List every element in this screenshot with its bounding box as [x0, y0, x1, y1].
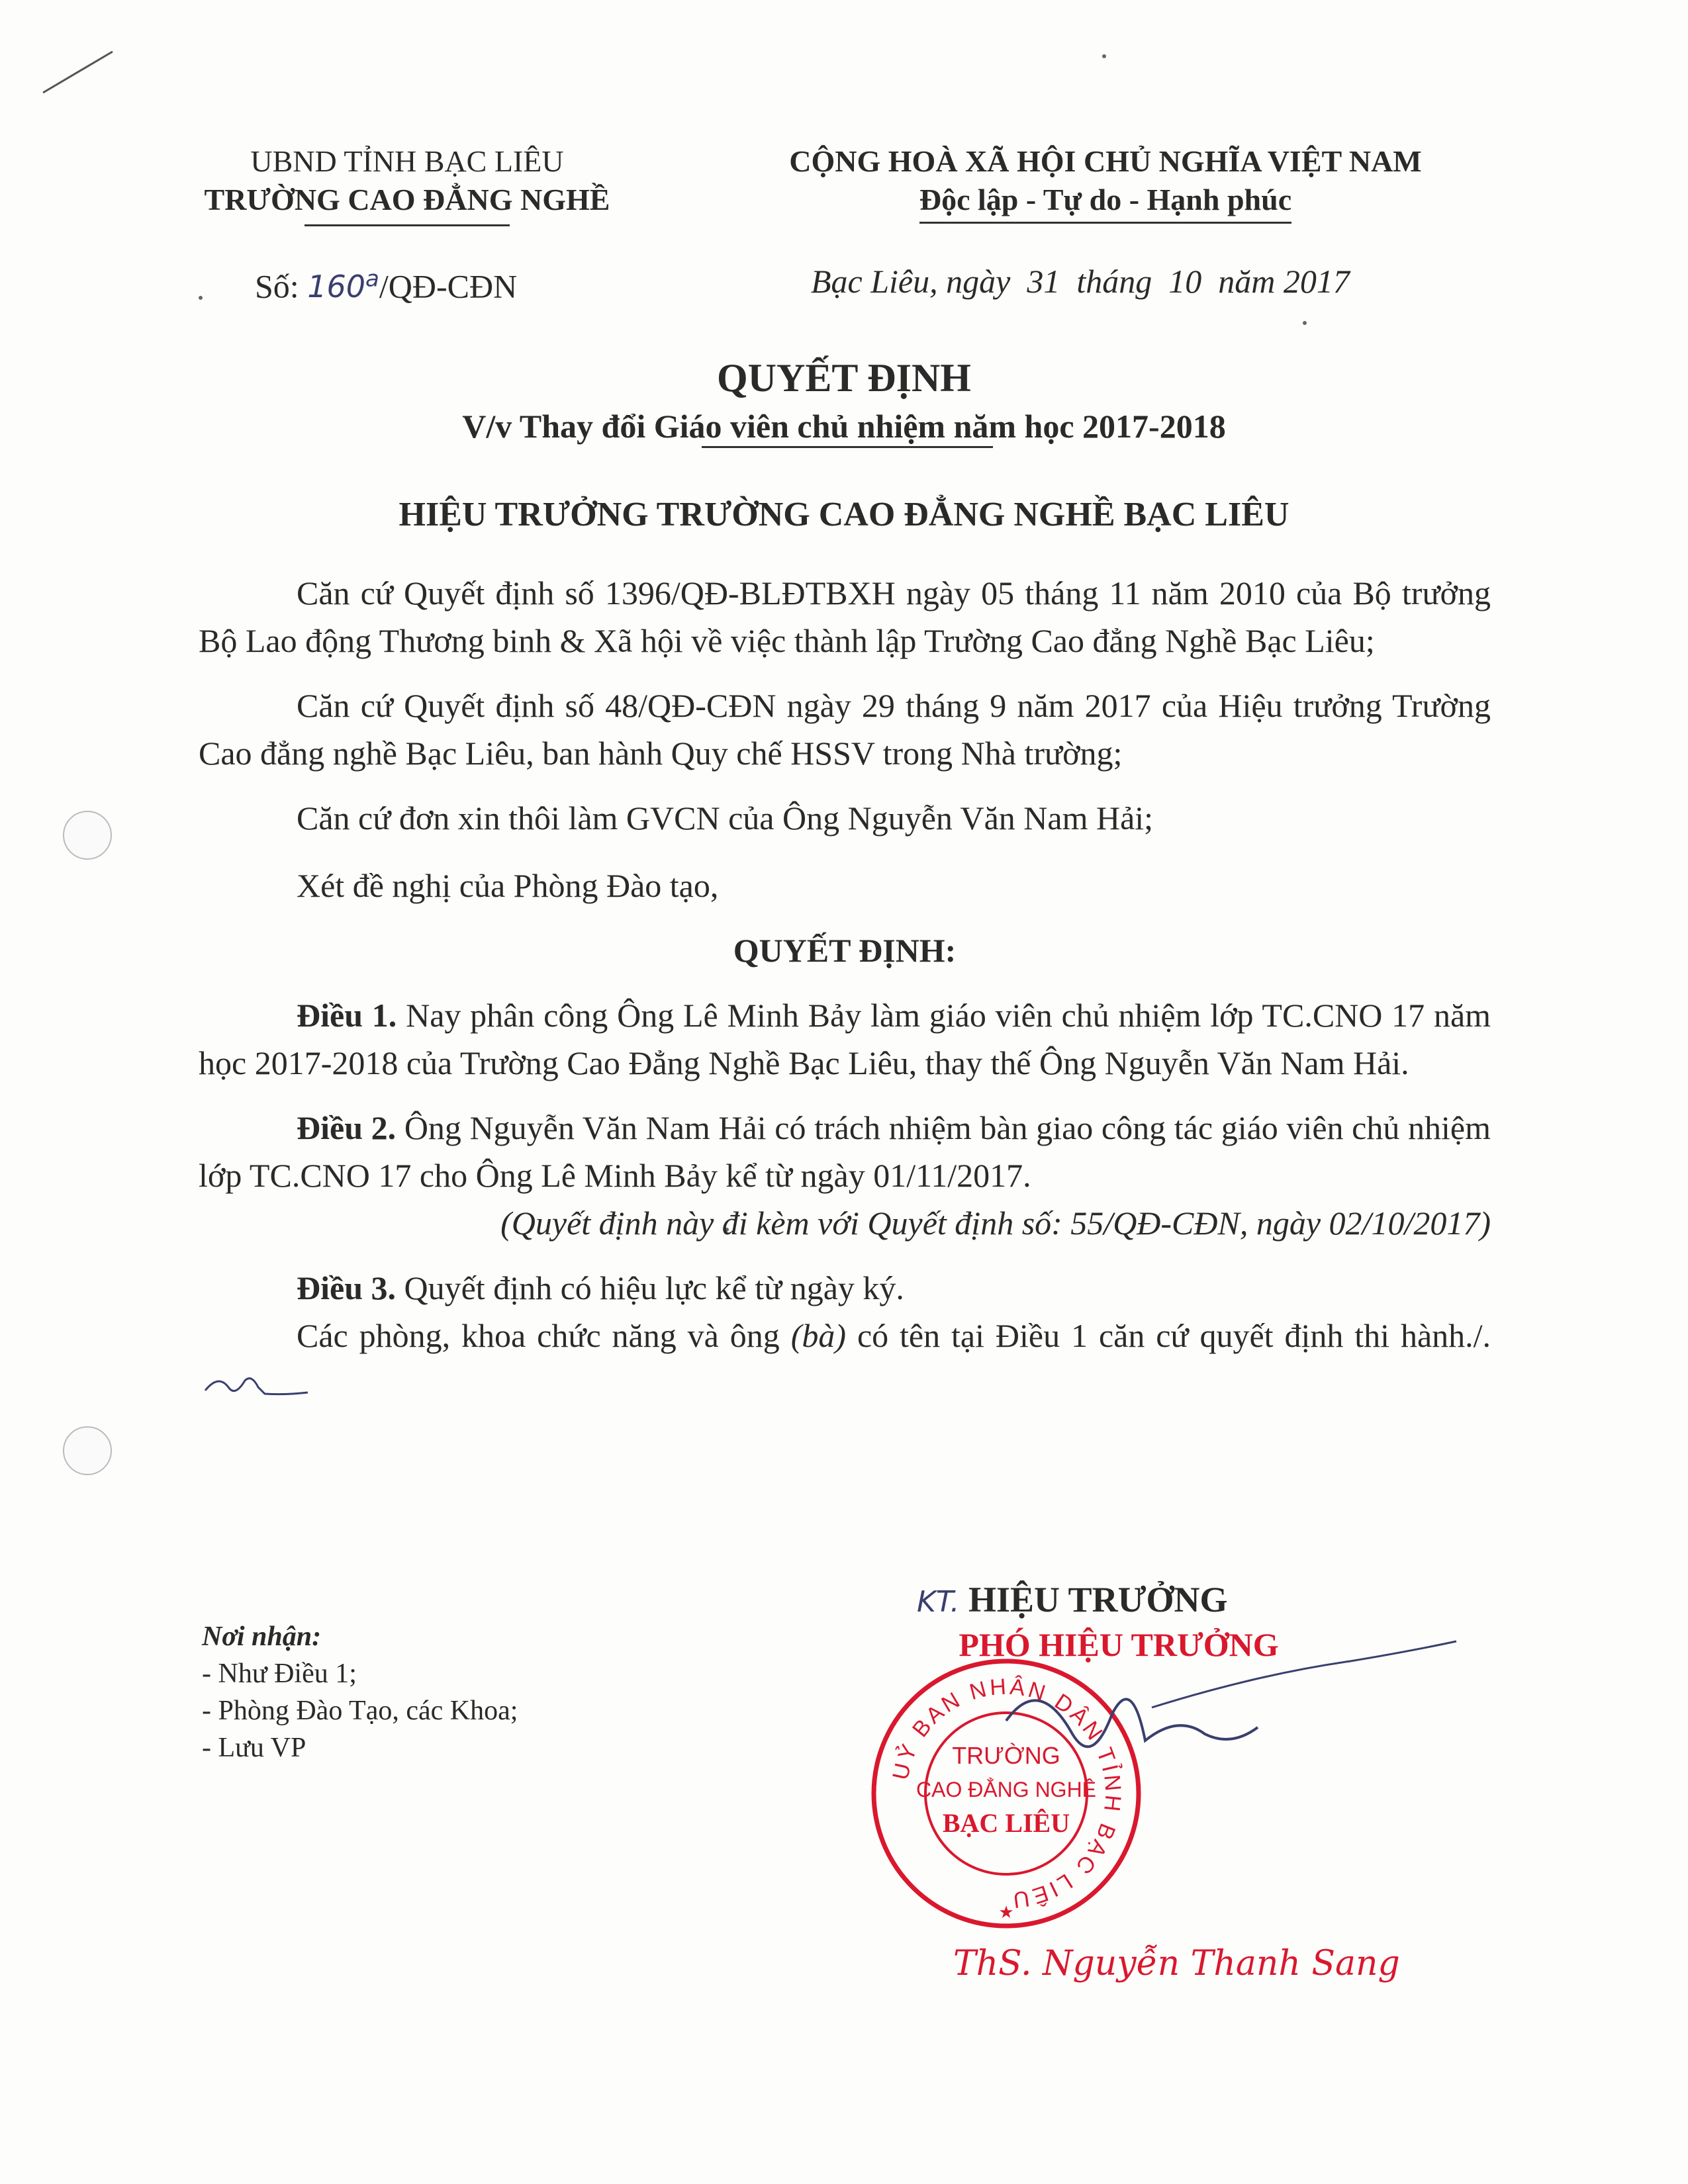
speck: [1102, 54, 1106, 58]
receivers-label: Nơi nhận:: [202, 1621, 322, 1652]
document-subject: V/v Thay đổi Giáo viên chủ nhiệm năm học 2017-2018: [462, 408, 1226, 445]
place-date: Bạc Liêu, ngày 31 tháng 10 năm 2017: [811, 263, 1350, 300]
basis-paragraph: Căn cứ đơn xin thôi làm GVCN của Ông Nguyễn Văn Nam Hải;: [297, 799, 1154, 837]
article-1: Điều 1. Nay phân công Ông Lê Minh Bảy làm giáo viên chủ nhiệm lớp TC.CNO 17 năm học 2017-2018 của Trường Cao Đẳng Nghề Bạc Liêu, thay thế Ông Nguyễn Văn Nam Hải.: [199, 997, 1491, 1081]
header-left-rule: [305, 224, 510, 226]
basis-paragraph: Căn cứ Quyết định số 48/QĐ-CĐN ngày 29 tháng 9 năm 2017 của Hiệu trưởng Trường Cao đẳng nghề Bạc Liêu, ban hành Quy chế HSSV trong Nhà trường;: [199, 687, 1491, 772]
stamp-line3: BẠC LIÊU: [942, 1808, 1070, 1838]
number-label: Số:: [255, 267, 299, 305]
basis-paragraph: Căn cứ Quyết định số 1396/QĐ-BLĐTBXH ngày 05 tháng 11 năm 2010 của Bộ trưởng Bộ Lao động Thương binh & Xã hội về việc thành lập Trường Cao đẳng Nghề Bạc Liêu;: [199, 574, 1491, 659]
speck: [199, 296, 203, 300]
pencil-mark: [40, 46, 119, 99]
article-2-note: (Quyết định này đi kèm với Quyết định số: 55/QĐ-CĐN, ngày 02/10/2017): [500, 1205, 1491, 1242]
deputy-title: PHÓ HIỆU TRƯỞNG: [959, 1626, 1279, 1663]
stamp-line2: CAO ĐẲNG NGHỀ: [915, 1778, 1097, 1801]
stamp-star: ★: [998, 1903, 1014, 1923]
signature-title: [917, 1578, 1228, 1623]
header-left: [159, 142, 655, 226]
handwritten-number: 160$^a$: [307, 266, 379, 305]
receiver-item: - Như Điều 1;: [202, 1659, 357, 1689]
principal-title: HIỆU TRƯỞNG: [968, 1580, 1228, 1619]
initials-mark: [199, 1367, 311, 1407]
header-right: [715, 142, 1496, 224]
document-body: [199, 569, 1491, 1407]
receiver-item: - Phòng Đào Tạo, các Khoa;: [202, 1696, 518, 1726]
nation-name: CỘNG HOÀ XÃ HỘI CHỦ NGHĨA VIỆT NAM: [789, 144, 1422, 178]
number-code: /QĐ-CĐN: [379, 267, 518, 305]
stamp-ring-text: UỶ BAN NHÂN DÂN TỈNH BẠC LIÊU: [888, 1674, 1126, 1913]
article-3-implementation: Các phòng, khoa chức năng và ông (bà) có tên tại Điều 1 căn cứ quyết định thi hành./.: [199, 1312, 1491, 1407]
subject-rule: [702, 446, 993, 448]
speck: [1303, 321, 1307, 325]
stamp-line1: TRƯỜNG: [952, 1742, 1060, 1769]
article-2: Điều 2. Ông Nguyễn Văn Nam Hải có trách nhiệm bàn giao công tác giáo viên chủ nhiệm lớp TC.CNO 17 cho Ông Lê Minh Bảy kể từ ngày 01/11/2017.: [199, 1109, 1491, 1194]
punch-hole: [63, 811, 112, 860]
kt-mark: KT.: [917, 1585, 960, 1619]
issuer-heading: HIỆU TRƯỞNG TRƯỜNG CAO ĐẲNG NGHỀ BẠC LIÊU: [399, 496, 1289, 533]
basis-paragraph: Xét đề nghị của Phòng Đào tạo,: [297, 867, 719, 904]
punch-hole: [63, 1426, 112, 1475]
authority-name: UBND TỈNH BẠC LIÊU: [250, 144, 564, 178]
receivers-block: [202, 1618, 731, 1766]
school-name: TRƯỜNG CAO ĐẲNG NGHỀ: [204, 183, 610, 216]
document-title: QUYẾT ĐỊNH: [717, 356, 971, 400]
signer-name: ThS. Nguyễn Thanh Sang: [953, 1944, 1400, 1983]
handwritten-signature: [980, 1635, 1470, 1800]
article-3: Điều 3. Quyết định có hiệu lực kể từ ngày ký.: [297, 1269, 904, 1306]
receiver-item: - Lưu VP: [202, 1733, 306, 1763]
decision-heading: QUYẾT ĐỊNH:: [733, 932, 957, 969]
document-number: [255, 259, 517, 306]
motto: Độc lập - Tự do - Hạnh phúc: [919, 181, 1291, 224]
